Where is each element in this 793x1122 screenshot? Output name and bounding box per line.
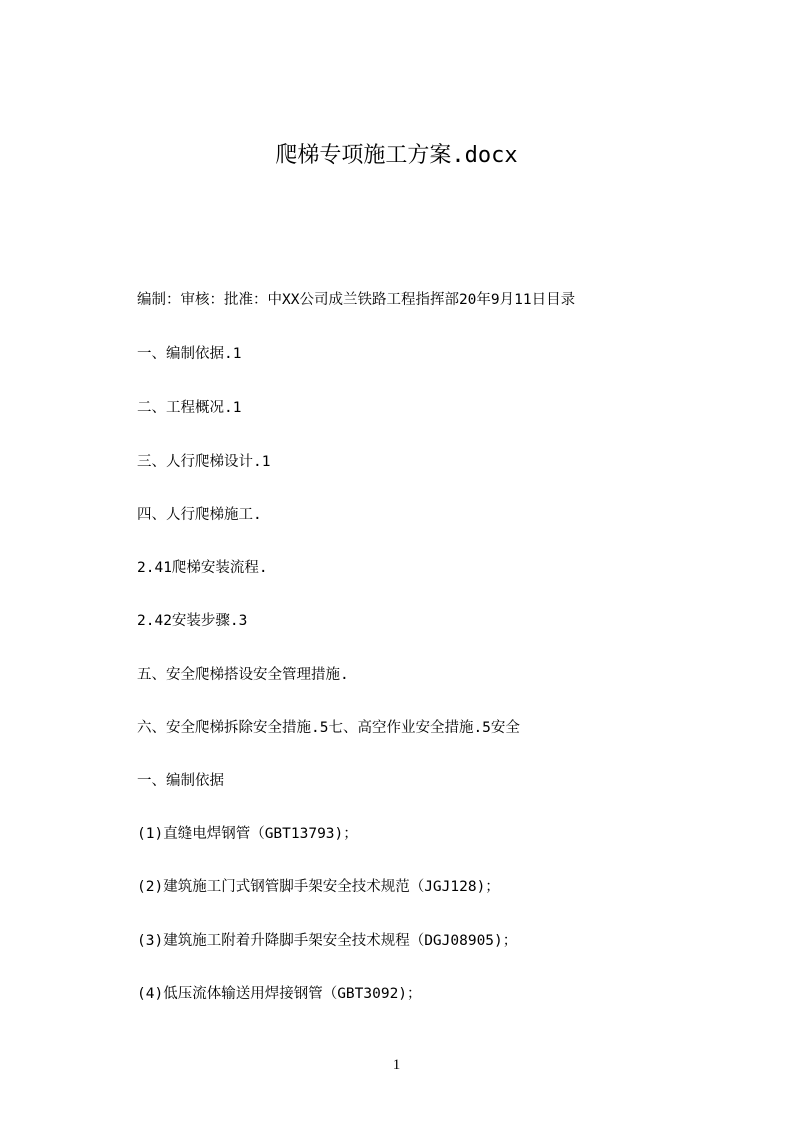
- page-number: 1: [392, 1057, 401, 1073]
- toc-item: 2.42安装步骤.3: [137, 613, 248, 629]
- section-heading: 一、编制依据: [137, 773, 224, 789]
- toc-item: 五、安全爬梯搭设安全管理措施.: [137, 667, 349, 683]
- reference-item: (1)直缝电焊钢管（GBT13793)；: [137, 826, 358, 842]
- toc-item: 2.41爬梯安装流程.: [137, 560, 268, 576]
- toc-item: 四、人行爬梯施工.: [137, 507, 262, 523]
- toc-item: 一、编制依据.1: [137, 346, 242, 362]
- reference-item: (4)低压流体输送用焊接钢管（GBT3092)；: [137, 986, 422, 1002]
- document-title: 爬梯专项施工方案.docx: [275, 143, 518, 168]
- toc-item: 三、人行爬梯设计.1: [137, 454, 271, 470]
- document-line: 编制：审核：批准：中XX公司成兰铁路工程指挥部20年9月11日目录: [137, 292, 576, 308]
- toc-item: 六、安全爬梯拆除安全措施.5七、高空作业安全措施.5安全: [137, 720, 520, 736]
- toc-item: 二、工程概况.1: [137, 400, 242, 416]
- reference-item: (3)建筑施工附着升降脚手架安全技术规程（DGJ08905)；: [137, 933, 518, 949]
- reference-item: (2)建筑施工门式钢管脚手架安全技术规范（JGJ128)；: [137, 879, 500, 895]
